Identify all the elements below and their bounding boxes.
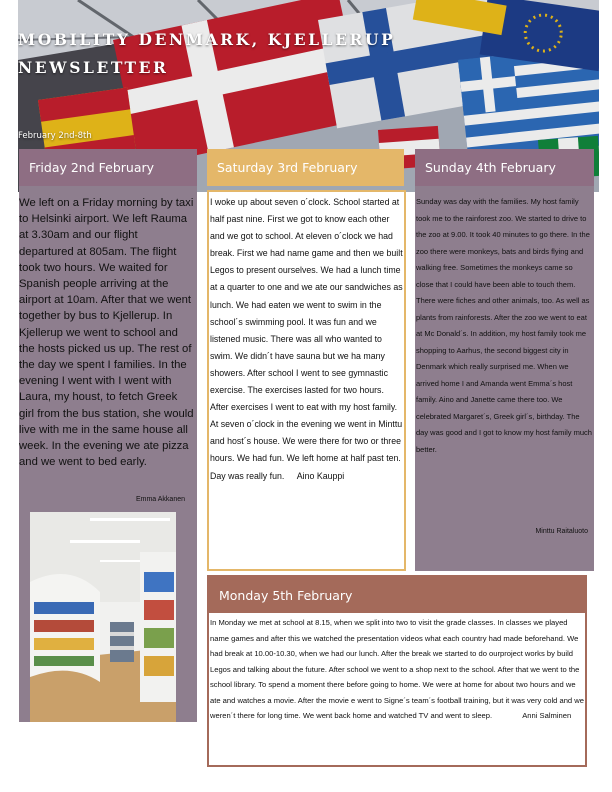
newsletter-dates: February 2nd-8th [18, 131, 92, 141]
monday-section [207, 575, 587, 767]
saturday-text-block [210, 194, 404, 485]
monday-author: Anni Salminen [522, 711, 572, 720]
saturday-author: Aino Kauppi [296, 470, 345, 481]
sunday-column [415, 186, 594, 571]
newsletter-title: MOBILITY DENMARK, KJELLERUP NEWSLETTER [18, 30, 396, 77]
friday-column [19, 186, 197, 722]
library-image [30, 512, 176, 722]
sunday-author: Minttu Raitaluoto [535, 528, 588, 535]
sunday-heading: Sunday 4th February [415, 149, 594, 186]
monday-heading: Monday 5th February [209, 577, 585, 613]
friday-heading: Friday 2nd February [19, 149, 197, 186]
monday-text: In Monday we met at school at 8.15, when we split into two to visit the grade classes. In classes we played name games and after this we watched the presentation videos what each country had made beforehand. We had break at 10.00-10.30, when we had our lunch. After the break we started to do ourproject works by build Legos and talking about the future. After school we went to a shop next to the school. After that we went to the school library. To spend a moment there before going to home. We were at home for about two hours and we ate and watches a movie. After the movie e went to Signe´s team´s football training, but it was very cold and we weren´t there for long time. We went back home and watched TV and went to sleep. [210, 618, 584, 720]
saturday-column [207, 190, 406, 571]
monday-text-block [210, 615, 584, 724]
saturday-heading: Saturday 3rd February [207, 149, 404, 186]
friday-author: Emma Akkanen [135, 496, 185, 503]
sunday-text: Sunday was day with the families. My host family took me to the rainforest zoo. We started to drive to the zoo at 9.00. It took 40 minutes to go there. In the zoo there were monkeys, bats and birds flying and walking free. Sometimes the monkeys came so close that I could have been able to touch them. There were fiches and other animals, too. As well as plants from rainforests. After the zoo we went to eat at Mc Donald´s. In addition, my host family took me shopping to Aarhus, the second biggest city in Denmark which really surprised me. When we arrived home I and Amanda went Emma´s host family. Aino and Janette came there too. We celebrated Margaret´s, Greek girl´s, birthday. The day was good and I got to know my host family much better. [416, 197, 592, 454]
library-photo [30, 512, 176, 722]
friday-text: We left on a Friday morning by taxi to Helsinki airport. We left Rauma at 3.30am and our flight departured at 805am. The flight took two hours. We waited for Spanish people arriving at the airport at 10am. After that we went together by bus to Kjellerup. In Kjellerup we went to school and the hosts picked us up. The rest of the day we spent I families. In the evening I went with I went with Laura, my houst, to fetch Greek girl from the bus station, she would live with me in the same house all week. In the evening we ate pizza and we went to bed early. [19, 197, 194, 469]
saturday-text: I woke up about seven o´clock. School started at half past nine. First we got to know each other and we got to school. At eleven o´clock we had break. First we had name game and then we built Legos to present ourselves. We had a lunch time at a quarter to one and we ate our sandwiches as lunch. We had eaten we went to swim in the school´s swimming pool. It was fun and we listened music. There was all who wanted to swim. We didn´t have sauna but we ha many showers. After school I went to see gymnastic exercise. The exercises lasted for two hours. After exercises I went to eat with my host family. At seven o´clock in the evening we went in Minttu and host´s house. We were there for two or three hours. We had fun. We left home at half past ten. Day was really fun. [210, 197, 403, 481]
